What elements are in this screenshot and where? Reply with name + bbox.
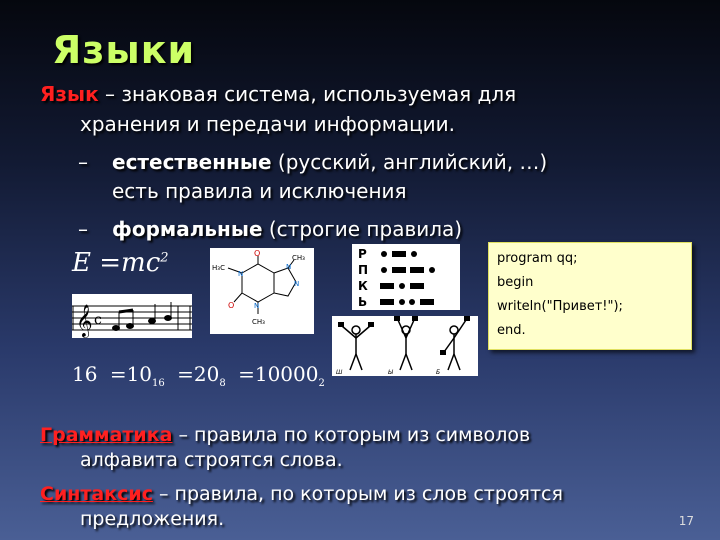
bullet-formal-rest: (строгие правила) xyxy=(262,217,463,241)
syntax-line-1 xyxy=(40,482,563,507)
bullet-natural-rest: (русский, английский, …) xyxy=(271,150,548,174)
number-bases xyxy=(72,362,325,389)
code-line: end. xyxy=(497,323,526,338)
atom-label: CH₃ xyxy=(252,318,265,326)
morse-signals-icon xyxy=(378,246,458,310)
semaphore-label: Б xyxy=(436,369,441,376)
grammar-line-2: алфавита строятся слова. xyxy=(80,449,343,471)
semaphore-figures-icon xyxy=(332,316,478,376)
atom-label: N xyxy=(238,270,244,278)
number-a: 16 xyxy=(72,362,98,386)
page-number: 17 xyxy=(678,514,694,528)
code-line: program qq; xyxy=(497,251,578,266)
grammar-line-1 xyxy=(40,423,530,448)
semaphore-label: Ы xyxy=(388,369,393,376)
grammar-text: – правила по которым из символов xyxy=(172,424,531,446)
syntax-text: – правила, по которым из слов строятся xyxy=(152,483,563,505)
code-line: begin xyxy=(497,275,534,290)
formula-exp: 2 xyxy=(160,250,169,266)
eq-sign: = xyxy=(109,362,127,386)
music-staff-icon xyxy=(72,294,192,338)
formula-lhs: E xyxy=(72,248,91,278)
semaphore-label: Ш xyxy=(336,369,343,376)
bullet-natural-bold: естественные xyxy=(112,150,272,174)
eq-sign: = xyxy=(238,362,255,386)
term-grammar: Грамматика xyxy=(40,424,173,446)
bullet-natural xyxy=(112,150,547,175)
number-c-base: 8 xyxy=(219,378,226,389)
term-syntax: Синтаксис xyxy=(40,483,153,505)
bullet-formal xyxy=(112,217,462,242)
slide-title: Языки xyxy=(52,28,196,72)
music-notation-image xyxy=(72,294,192,338)
svg-text:𝄞: 𝄞 xyxy=(76,304,93,337)
number-d-base: 2 xyxy=(318,378,325,389)
morse-code-image xyxy=(352,244,460,310)
number-d: 10000 xyxy=(254,362,319,386)
formula-rhs: mc xyxy=(121,248,161,278)
morse-letter: Р xyxy=(358,247,367,261)
bullet-dash: – xyxy=(78,217,88,241)
semaphore-image xyxy=(332,316,478,376)
atom-label: N xyxy=(294,280,300,288)
atom-label: O xyxy=(228,301,235,310)
number-c: 20 xyxy=(193,362,220,386)
definition-text: – знаковая система, используемая для xyxy=(98,82,517,106)
eq-sign: = xyxy=(177,362,194,386)
syntax-line-2: предложения. xyxy=(80,508,225,530)
atom-label: H₃C xyxy=(212,264,225,272)
code-line: writeln("Привет!"); xyxy=(497,299,623,314)
morse-letters xyxy=(358,246,368,310)
atom-label: N xyxy=(254,302,260,310)
formula-eq: = xyxy=(99,248,122,278)
bullet-dash: – xyxy=(78,150,88,174)
definition-line-2: хранения и передачи информации. xyxy=(80,112,456,136)
term-language: Язык xyxy=(40,82,99,106)
definition-line-1 xyxy=(40,82,516,107)
morse-letter: Ь xyxy=(358,295,368,309)
atom-label: CH₃ xyxy=(292,254,305,262)
atom-label: N xyxy=(286,263,292,271)
morse-letter: П xyxy=(358,263,369,277)
atom-label: O xyxy=(254,249,261,258)
bullet-formal-bold: формальные xyxy=(112,217,263,241)
bullet-natural-line-2: есть правила и исключения xyxy=(112,179,407,203)
number-b-base: 16 xyxy=(152,378,165,389)
svg-text:c: c xyxy=(94,312,102,328)
caffeine-molecule-icon xyxy=(210,248,314,334)
number-b: 10 xyxy=(126,362,153,386)
formula xyxy=(72,248,169,278)
molecule-image xyxy=(210,248,314,334)
morse-letter: К xyxy=(358,279,368,293)
code-snippet xyxy=(488,242,692,350)
